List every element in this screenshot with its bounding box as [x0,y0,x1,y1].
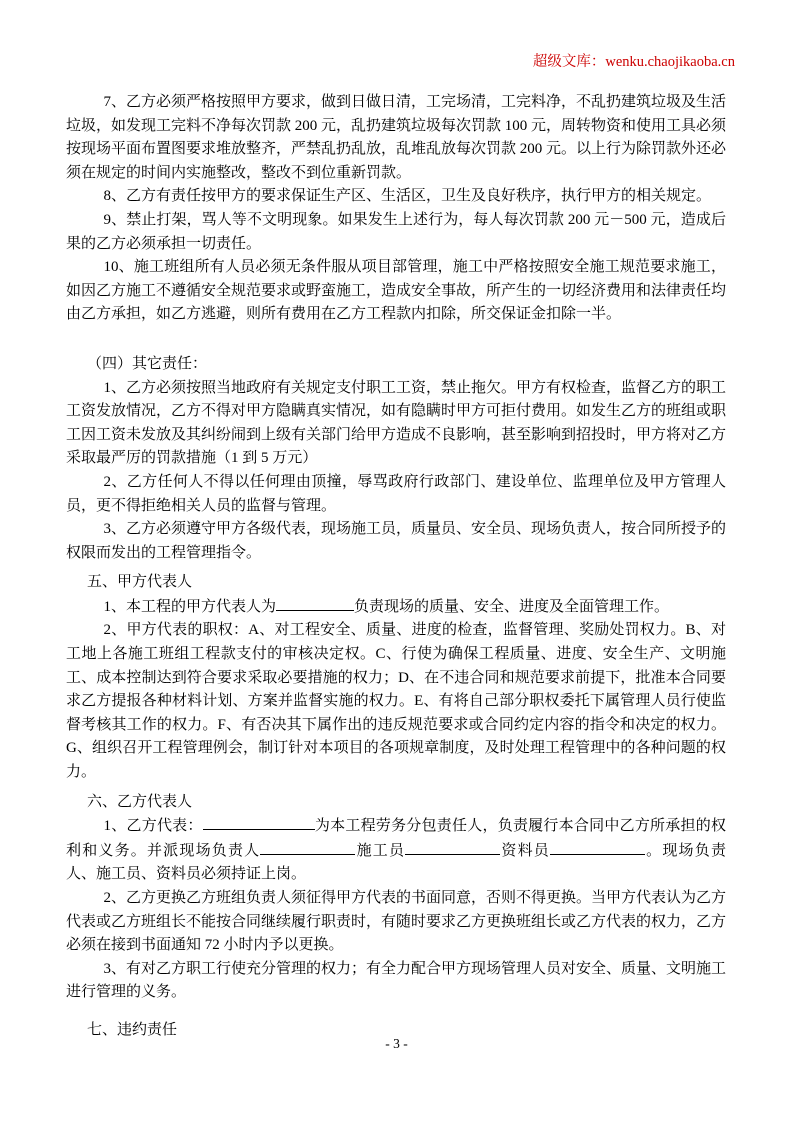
fill-in-blank [550,839,645,855]
page-number-footer: - 3 - [385,1036,408,1051]
section-6-party-b-rep [66,791,726,815]
fill-in-blank [405,839,500,855]
text-run: 。现场负责人、施工员、资料员必须持证上岗。 [66,842,726,883]
party-a-rep-2 [66,619,726,784]
text-run: 2、乙方更换乙方班组负责人须征得甲方代表的书面同意，否则不得更换。当甲方代表认为乙方代表或乙方班组长不能按合同继续履行职责时，有随时要求乙方更换班组长或乙方代表的权力，乙方必须在接到书面通知 72 小时内予以更换。 [66,890,727,954]
text-run: 六、乙方代表人 [87,793,193,810]
clause-8 [66,185,726,209]
section-5-party-a-rep [66,571,726,595]
text-run: （四）其它责任： [87,355,208,372]
party-b-rep-1 [66,814,726,887]
text-run: 9、禁止打架，骂人等不文明现象。如果发生上述行为，每人每次罚款 200 元－500 元，造成后果的乙方必须承担一切责任。 [66,211,726,252]
other-2 [66,471,726,518]
text-run: 2、甲方代表的职权：A、对工程安全、质量、进度的检查，监督管理、奖励处罚权力。B、对工地上各施工班组工程款支付的审核决定权。C、行使为确保工程质量、进度、安全生产、文明施工、成本控制达到符合要求采取必要措施的权力；D、在不违合同和规范要求前提下，批准本合同要求乙方提报各种材料计划、方案并监督实施的权力。E、有将自己部分职权委托下属管理人员行使监督考核其工作的权力。F、有否决其下属作出的违反规范要求或合同约定内容的指令和决定的权力。G、组织召开工程管理例会，制订针对本项目的各项规章制度，及时处理工程管理中的各种问题的权力。 [66,622,726,781]
text-run: 2、乙方任何人不得以任何理由顶撞，辱骂政府行政部门、建设单位、监理单位及甲方管理人员，更不得拒绝相关人员的监督与管理。 [66,473,726,514]
text-run: 施工员 [355,842,406,859]
site-watermark: 超级文库：wenku.chaojikaoba.cn [532,54,735,70]
party-a-rep-1 [66,595,726,620]
section-4-other-liability [66,353,726,377]
fill-in-blank [276,595,354,611]
text-run: 负责现场的质量、安全、进度及全面管理工作。 [354,598,670,615]
other-3 [66,518,726,565]
text-run: 为本工程劳务分包责任人，负责履行本合同中乙方所承担的权利和义务。并派现场负责人 [66,818,726,859]
text-run: 1、乙方必须按照当地政府有关规定支付职工工资，禁止拖欠。甲方有权检查，监督乙方的职工工资发放情况，乙方不得对甲方隐瞒真实情况，如有隐瞒时甲方可拒付费用。如发生乙方的班组或职工因工资未发放及其纠纷闹到上级有关部门给甲方造成不良影响，甚至影响到招投时，甲方将对乙方采取最严厉的罚款措施（1 到 5 万元） [66,379,727,467]
text-run: 1、乙方代表： [103,818,203,835]
text-run: 3、有对乙方职工行使充分管理的权力；有全力配合甲方现场管理人员对安全、质量、文明施工进行管理的义务。 [66,960,727,1001]
fill-in-blank [260,839,355,855]
text-run: 3、乙方必须遵守甲方各级代表，现场施工员，质量员、安全员、现场负责人，按合同所授予的权限而发出的工程管理指令。 [66,521,727,561]
other-1 [66,377,726,471]
party-b-rep-2 [66,887,726,958]
text-run: 7、乙方必须严格按照甲方要求，做到日做日清，工完场清，工完料净，不乱扔建筑垃圾及生活垃圾，如发现工完料不净每次罚款 200 元，乱扔建筑垃圾每次罚款 100 元，周转物资和使用工具必须按现场平面布置图要求堆放整齐，严禁乱扔乱放，乱堆乱放每次罚款 200 元。以上行为除罚款外还必须在规定的时间内实施整改，整改不到位重新罚款。 [66,94,727,181]
text-run: 五、甲方代表人 [87,574,193,591]
document-body [66,91,726,1043]
text-run: 资料员 [500,842,550,859]
text-run: 10、施工班组所有人员必须无条件服从项目部管理，施工中严格按照安全施工规范要求施工，如因乙方施工不遵循安全规范要求或野蛮施工，造成安全事故，所产生的一切经济费用和法律责任均由乙方承担，如乙方逃避，则所有费用在乙方工程款内扣除，所交保证金扣除一半。 [66,259,727,323]
text-run: 1、本工程的甲方代表人为 [103,598,277,615]
text-run: 8、乙方有责任按甲方的要求保证生产区、生活区，卫生及良好秩序，执行甲方的相关规定。 [103,188,712,205]
party-b-rep-3 [66,958,726,1005]
clause-10 [66,256,726,327]
clause-9 [66,209,726,256]
text-run: 七、违约责任 [87,1021,178,1038]
clause-7 [66,91,726,185]
fill-in-blank [203,814,315,830]
